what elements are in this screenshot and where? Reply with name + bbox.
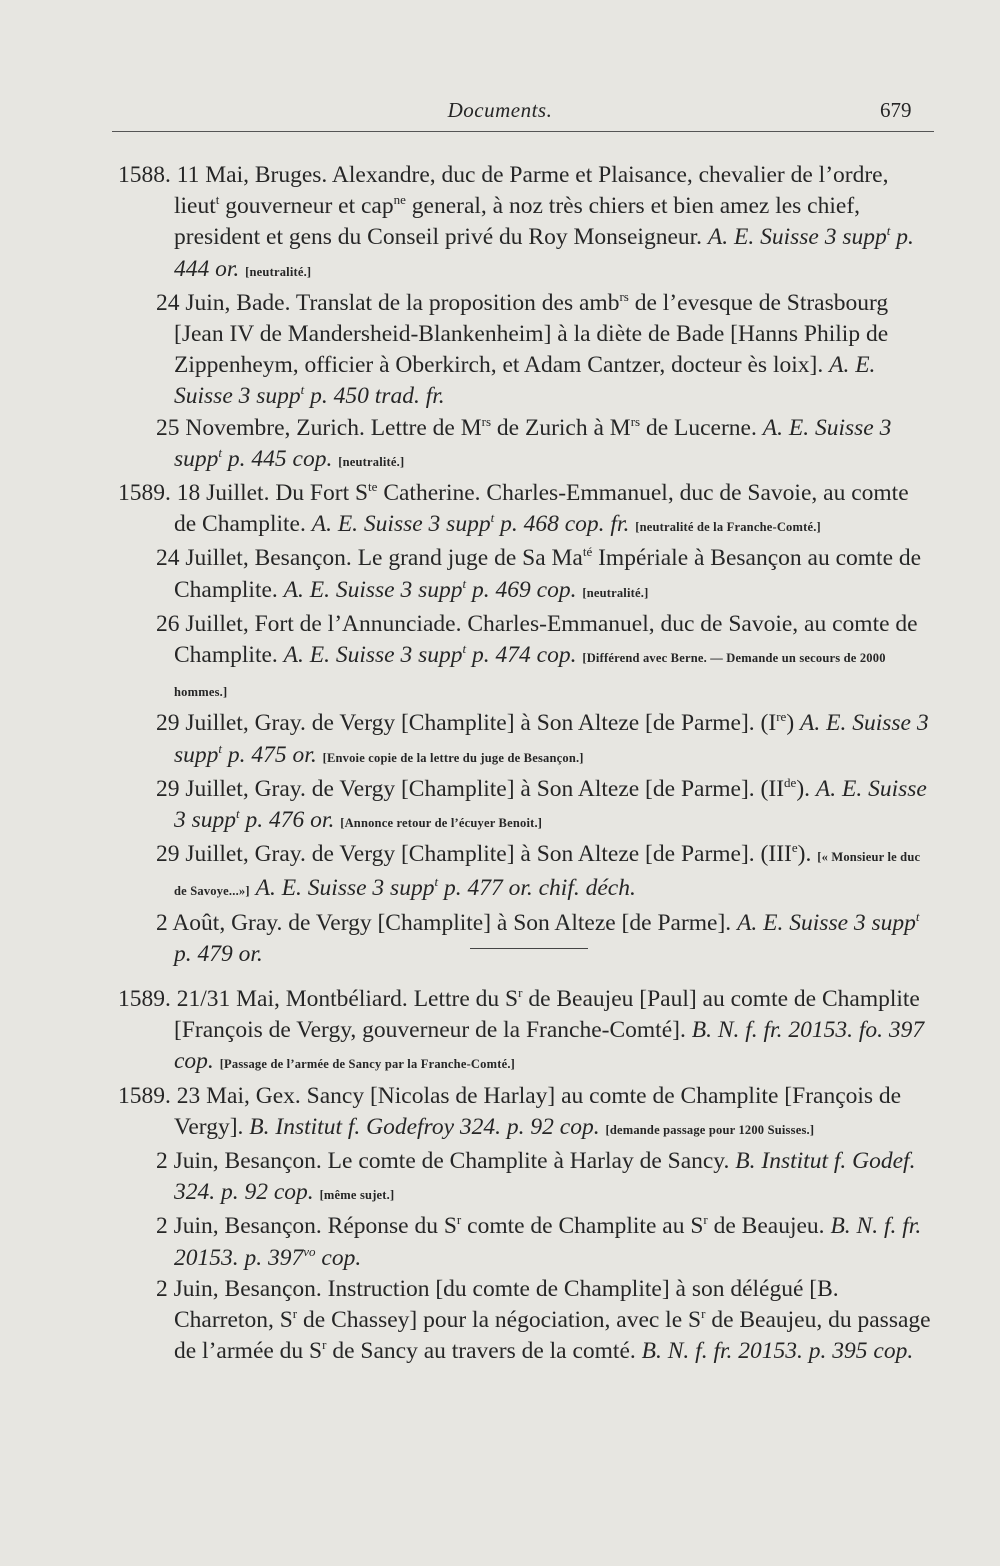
section-1589-documents bbox=[118, 160, 934, 970]
archive-reference: B. Institut f. Godef. 324. p. 92 cop. bbox=[174, 1148, 916, 1206]
entry-29-juillet-gray-3: 29 Juillet, Gray. de Vergy [Champlite] à Son Alteze [de Parme]. (IIIe). [« Monsieur le duc de Savoye...»] A. E. Suisse 3 supp$^t$ p. 477 or. chif. déch. bbox=[156, 840, 921, 902]
archive-reference: B. N. f. fr. 20153. fo. 397 cop. bbox=[174, 1017, 925, 1075]
archive-reference: B. Institut f. Godefroy 324. p. 92 cop. bbox=[249, 1113, 600, 1140]
entry-2-juin-besancon-2: 2 Juin, Besançon. Réponse du $S^r$ comte de Champlite au $S^r$ de Beaujeu. B. N. f. fr. 20153. p. $397^{vo}$ cop. bbox=[156, 1212, 922, 1271]
entry-25-novembre-zurich: 25 Novembre, Zurich. Lettre de $M^{rs}$ de Zurich à $M^{rs}$ de Lucerne. A. E. Suisse 3 supp$^t$ p. 445 cop. [neutralité.] bbox=[156, 413, 892, 472]
editorial-note: [neutralité.] bbox=[338, 454, 405, 469]
archive-reference: A. E. Suisse 3 supp$^t$ p. 477 or. chif. déch. bbox=[255, 874, 636, 902]
entry-29-juillet-gray-2: 29 Juillet, Gray. de Vergy [Champlite] à Son Alteze [de Parme]. (IIde). A. E. Suisse 3 supp$^t$ p. 476 or. [Annonce retour de l’écuyer Benoit.] bbox=[156, 775, 927, 834]
entry-24-juin-bade: 24 Juin, Bade. Translat de la proposition des amb$^{rs}$ de l’evesque de Strasbourg [Jean IV de Mandersheid-Blankenheim] à la diète de Bade [Hanns Philip de Zippenheym, officier à Oberkirch, et Adam Cantzer, docteur ès loix]. A. E. Suisse 3 supp$^t$ p. 450 trad. fr. bbox=[156, 288, 889, 410]
entry-2-aout-gray: 2 Août, Gray. de Vergy [Champlite] à Son Alteze [de Parme]. A. E. Suisse 3 supp$^t$ p. 479 or. bbox=[156, 908, 920, 967]
archive-reference: B. N. f. fr. 20153. p. 395 cop. bbox=[641, 1338, 914, 1365]
editorial-note: [Annonce retour de l’écuyer Benoit.] bbox=[340, 816, 543, 831]
archive-reference: A. E. Suisse 3 supp$^t$ p. 474 cop. bbox=[283, 641, 577, 669]
editorial-note: [demande passage pour 1200 Suisses.] bbox=[605, 1122, 815, 1137]
page-number: 679 bbox=[880, 98, 912, 122]
editorial-note: [neutralité.] bbox=[582, 585, 649, 600]
entry-2-juin-besancon-3: 2 Juin, Besançon. Instruction [du comte de Champlite] à son délégué [B. Charreton, $S^r$ de Chassey] pour la négociation, avec le $S^r$ de Beaujeu, du passage de l’armée du $S^r$ de Sancy au travers de la comté. B. N. f. fr. 20153. p. 395 cop. bbox=[156, 1275, 931, 1365]
archive-reference: B. N. f. fr. 20153. p. $397^{vo}$ cop. bbox=[174, 1213, 922, 1271]
section-separator bbox=[470, 948, 588, 949]
editorial-note: [Différend avec Berne. — Demande un secours de 2000 hommes.] bbox=[174, 651, 886, 700]
entry-24-juillet-besancon: 24 Juillet, Besançon. Le grand juge de Sa $Ma^{té}$ Impériale à Besançon au comte de Champlite. A. E. Suisse 3 supp$^t$ p. 469 cop. [neutralité.] bbox=[156, 544, 922, 603]
archive-reference: A. E. Suisse 3 supp$^t$ p. 469 cop. bbox=[283, 575, 577, 603]
archive-reference: A. E. Suisse 3 supp$^t$ p. 479 or. bbox=[174, 908, 920, 967]
editorial-note: [même sujet.] bbox=[319, 1188, 395, 1203]
entry-1589-23-mai-gex: 1589. 23 Mai, Gex. Sancy [Nicolas de Harlay] au comte de Champlite [François de Vergy]. B. Institut f. Godefroy 324. p. 92 cop. [demande passage pour 1200 Suisses.] bbox=[118, 1082, 902, 1140]
section-sancy-documents bbox=[118, 984, 934, 1367]
editorial-note: [« Monsieur le duc de Savoye...»] bbox=[174, 850, 921, 899]
archive-reference: A. E. Suisse 3 supp$^t$ p. 450 trad. fr. bbox=[174, 352, 876, 410]
entry-1589-21-31-mai: 1589. 21/31 Mai, Montbéliard. Lettre du $S^r$ de Beaujeu [Paul] au comte de Champlite [François de Vergy, gouverneur de la Franche-Comté]. B. N. f. fr. 20153. fo. 397 cop. [Passage de l’armée de Sancy par la Franche-Comté.] bbox=[118, 985, 925, 1075]
archive-reference: A. E. Suisse 3 supp$^t$ p. 475 or. bbox=[174, 710, 929, 768]
archive-reference: A. E. Suisse 3 supp$^t$ p. 444 or. bbox=[174, 223, 914, 282]
archive-reference: A. E. Suisse 3 supp$^t$ p. 468 cop. fr. bbox=[311, 510, 630, 538]
editorial-note: [Passage de l’armée de Sancy par la Franche-Comté.] bbox=[219, 1057, 516, 1072]
entry-2-juin-besancon-1: 2 Juin, Besançon. Le comte de Champlite à Harlay de Sancy. B. Institut f. Godef. 324. p. 92 cop. [même sujet.] bbox=[156, 1148, 916, 1206]
entry-1588-11-mai: 1588. 11 Mai, Bruges. Alexandre, duc de Parme et Plaisance, chevalier de l’ordre, lieut$^t$ gouverneur et cap$^{ne}$ general, à noz très chiers et bien amez les chief, president et gens du Conseil privé du Roy Monseigneur. A. E. Suisse 3 supp$^t$ p. 444 or. [neutralité.] bbox=[118, 162, 914, 282]
editorial-note: [neutralité.] bbox=[245, 264, 312, 279]
entry-1589-18-juillet: 1589. 18 Juillet. Du Fort $S^{te}$ Catherine. Charles-Emmanuel, duc de Savoie, au comte de Champlite. A. E. Suisse 3 supp$^t$ p. 468 cop. fr. [neutralité de la Franche-Comté.] bbox=[118, 479, 909, 538]
running-header-title: Documents. bbox=[447, 98, 553, 122]
entry-26-juillet-annunciade: 26 Juillet, Fort de l’Annunciade. Charles-Emmanuel, duc de Savoie, au comte de Champlite. A. E. Suisse 3 supp$^t$ p. 474 cop. [Différend avec Berne. — Demande un secours de 2000 hommes.] bbox=[156, 610, 918, 700]
editorial-note: [neutralité de la Franche-Comté.] bbox=[635, 520, 821, 535]
entry-29-juillet-gray-1: 29 Juillet, Gray. de Vergy [Champlite] à Son Alteze [de Parme]. (Ire) A. E. Suisse 3 supp$^t$ p. 475 or. [Envoie copie de la lettre du juge de Besançon.] bbox=[156, 709, 929, 768]
archive-reference: A. E. Suisse 3 supp$^t$ p. 445 cop. bbox=[174, 414, 892, 472]
header-rule bbox=[112, 131, 934, 132]
editorial-note: [Envoie copie de la lettre du juge de Besançon.] bbox=[322, 750, 584, 765]
archive-reference: A. E. Suisse 3 supp$^t$ p. 476 or. bbox=[174, 775, 927, 834]
